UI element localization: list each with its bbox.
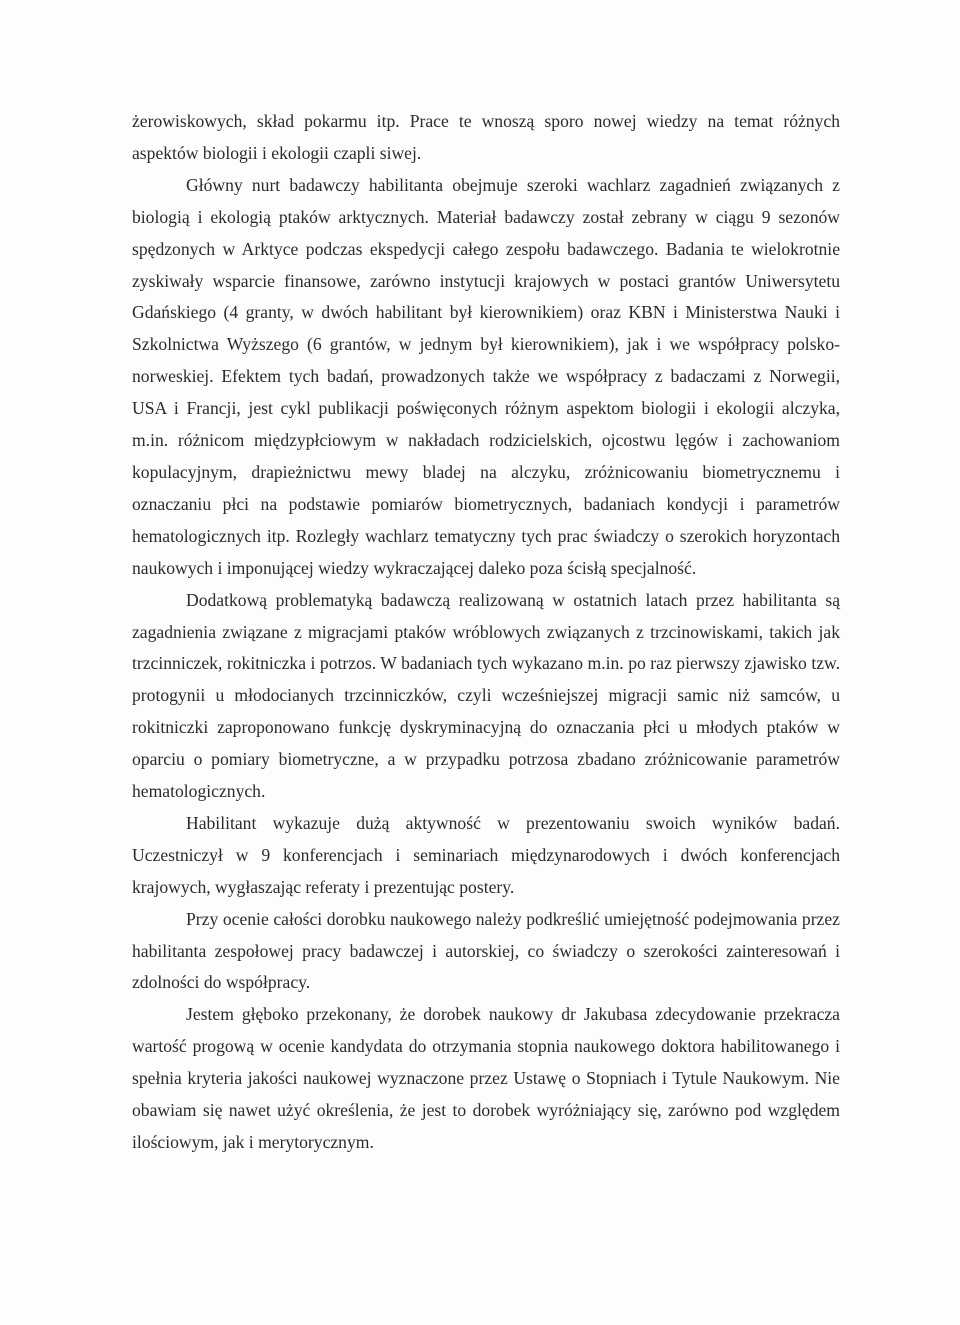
document-page <box>132 106 840 1159</box>
paragraph-migration-research: Dodatkową problematyką badawczą realizowaną w ostatnich latach przez habilitanta są zagadnienia związane z migracjami ptaków wróblowych związanych z trzcinowiskami, takich jak trzcinniczek, rokitniczka i potrzos. W badaniach tych wykazano m.in. po raz pierwszy zjawisko tzw. protogynii u młodocianych trzcinniczków, czyli wcześniejszej migracji samic niż samców, u rokitniczki zaproponowano funkcję dyskryminacyjną do oznaczania płci u młodych ptaków w oparciu o pomiary biometryczne, a w przypadku potrzosa zbadano zróżnicowanie parametrów hematologicznych. <box>132 589 840 802</box>
paragraph-conclusion: Jestem głęboko przekonany, że dorobek naukowy dr Jakubasa zdecydowanie przekracza wartość progową w ocenie kandydata do otrzymania stopnia naukowego doktora habilitowanego i spełnia kryteria jakości naukowej wyznaczone przez Ustawę o Stopniach i Tytule Naukowym. Nie obawiam się nawet użyć określenia, że jest to dorobek wyróżniający się, zarówno pod względem ilościowym, jak i merytorycznym. <box>132 1004 840 1152</box>
paragraph-teamwork: Przy ocenie całości dorobku naukowego należy podkreślić umiejętność podejmowania przez habilitanta zespołowej pracy badawczej i autorskiej, co świadczy o szerokości zainteresowań i zdolności do współpracy. <box>132 908 840 993</box>
paragraph-conferences: Habilitant wykazuje dużą aktywność w prezentowaniu swoich wyników badań. Uczestniczył w 9 konferencjach i seminariach międzynarodowych i dwóch konferencjach krajowych, wygłaszając referaty i prezentując postery. <box>132 812 840 897</box>
paragraph-arctic-research: Główny nurt badawczy habilitanta obejmuje szeroki wachlarz zagadnień związanych z biologią i ekologią ptaków arktycznych. Materiał badawczy został zebrany w ciągu 9 sezonów spędzonych w Arktyce podczas ekspedycji całego zespołu badawczego. Badania te wielokrotnie zyskiwały wsparcie finansowe, zarówno instytucji krajowych w postaci grantów Uniwersytetu Gdańskiego (4 granty, w dwóch habilitant był kierownikiem) oraz KBN i Ministerstwa Nauki i Szkolnictwa Wyższego (6 grantów, w jednym był kierownikiem), jak i we współpracy polsko-norweskiej. Efektem tych badań, prowadzonych także we współpracy z badaczami z Norwegii, USA i Francji, jest cykl publikacji poświęconych różnym aspektom biologii i ekologii alczyka, m.in. różnicom międzypłciowym w nakładach rodzicielskich, ojcostwu lęgów i zachowaniom kopulacyjnym, drapieżnictwu mewy bladej na alczyku, zróżnicowaniu biometrycznemu i oznaczaniu płci na podstawie pomiarów biometrycznych, badaniach kondycji i parametrów hematologicznych itp. Rozległy wachlarz tematyczny tych prac świadczy o szerokich horyzontach naukowych i imponującej wiedzy wykraczającej daleko poza ścisłą specjalność. <box>132 174 840 578</box>
paragraph-continuation: żerowiskowych, skład pokarmu itp. Prace te wnoszą sporo nowej wiedzy na temat różnych aspektów biologii i ekologii czapli siwej. <box>132 111 840 163</box>
